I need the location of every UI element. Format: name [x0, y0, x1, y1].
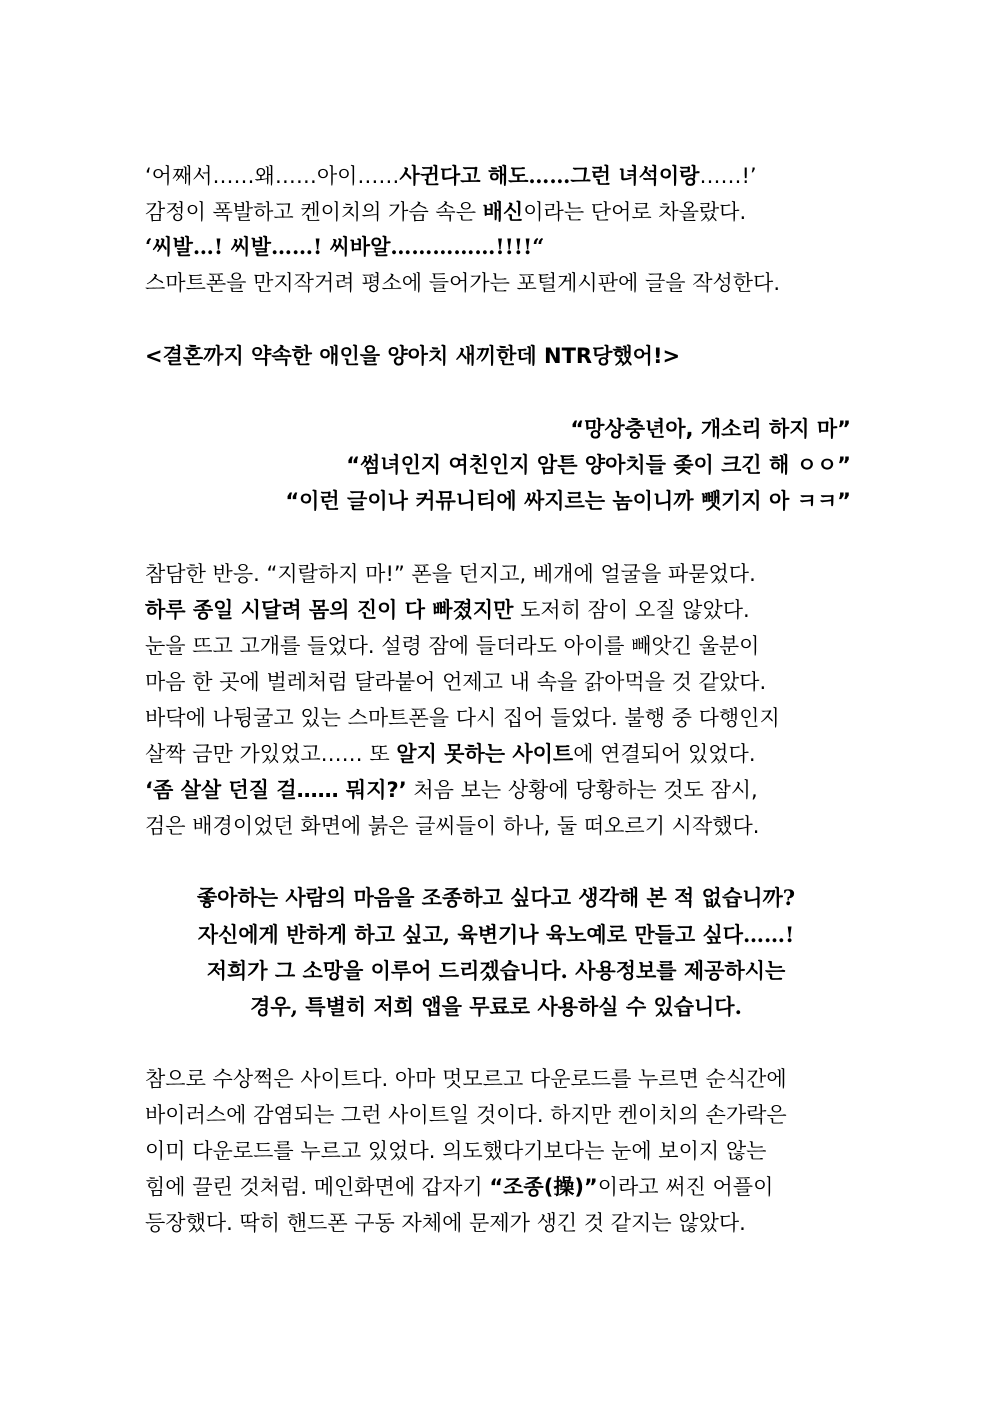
site-message-line: 경우, 특별히 저희 앱을 무료로 사용하실 수 있습니다.	[250, 994, 742, 1019]
emphasis-text: “조종(操)”	[489, 1175, 598, 1199]
text-line	[145, 736, 853, 772]
text-line	[145, 1169, 853, 1205]
site-message-line: 저희가 그 소망을 이루어 드리겠습니다. 사용정보를 제공하시는	[206, 958, 786, 983]
comment: “망상충년아, 개소리 하지 마”	[570, 417, 851, 441]
comment: “썸녀인지 여친인지 암튼 양아치들 좆이 크긴 해 ㅇㅇ”	[346, 453, 851, 477]
text-span: 이라고 써진 어플이	[597, 1175, 774, 1199]
text-line: 마음 한 곳에 벌레처럼 달라붙어 언제고 내 속을 갉아먹을 것 같았다.	[145, 670, 767, 694]
text-line: 검은 배경이었던 화면에 붉은 글씨들이 하나, 둘 떠오르기 시작했다.	[145, 814, 760, 838]
emphasis-text: 사귄다고 해도……그런 녀석이랑	[399, 163, 700, 188]
post-title: <결혼까지 약속한 애인을 양아치 새끼한데 NTR당했어!>	[145, 344, 681, 368]
text-line: 이미 다운로드를 누르고 있었다. 의도했다기보다는 눈에 보이지 않는	[145, 1139, 767, 1163]
comment: “이런 글이나 커뮤니티에 싸지르는 놈이니까 뺏기지 아 ㅋㅋ”	[285, 489, 851, 513]
text-span: ‘어째서……왜……아이……	[145, 164, 400, 188]
text-line: 참담한 반응. “지랄하지 마!” 폰을 던지고, 베개에 얼굴을 파묻었다.	[145, 562, 756, 586]
text-line	[145, 158, 853, 194]
text-span: 에 연결되어 있었다.	[573, 742, 756, 766]
text-line: 눈을 뜨고 고개를 들었다. 설령 잠에 들더라도 아이를 빼앗긴 울분이	[145, 634, 760, 658]
text-line: 바이러스에 감염되는 그런 사이트일 것이다. 하지만 켄이치의 손가락은	[145, 1103, 787, 1127]
text-span: 살짝 금만 가있었고…… 또	[145, 742, 397, 766]
text-span: ……!’	[699, 164, 757, 188]
text-line: 참으로 수상쩍은 사이트다. 아마 멋모르고 다운로드를 누르면 순식간에	[145, 1067, 787, 1091]
text-span: 처음 보는 상황에 당황하는 것도 잠시,	[406, 778, 758, 802]
emphasis-text: ‘좀 살살 던질 걸…… 뭐지?’	[145, 778, 407, 802]
text-span: 힘에 끌린 것처럼. 메인화면에 갑자기	[145, 1175, 490, 1199]
text-span: 도저히 잠이 오질 않았다.	[513, 598, 750, 622]
text-line: 바닥에 나뒹굴고 있는 스마트폰을 다시 집어 들었다. 불행 중 다행인지	[145, 706, 780, 730]
emphasis-text: 하루 종일 시달려 몸의 진이 다 빠졌지만	[145, 598, 514, 622]
text-span: 이라는 단어로 차올랐다.	[523, 200, 747, 224]
text-line	[145, 194, 853, 230]
text-line: 등장했다. 딱히 핸드폰 구동 자체에 문제가 생긴 것 같지는 않았다.	[145, 1211, 746, 1235]
site-message-line: 자신에게 반하게 하고 싶고, 육변기나 육노예로 만들고 싶다……!	[197, 922, 795, 947]
text-line	[145, 592, 853, 628]
emphasis-text: 알지 못하는 사이트	[396, 741, 574, 766]
emphasis-text: 배신	[482, 200, 524, 224]
shout-line: ‘씨발…! 씨발……! 씨바알……………!!!!“	[145, 234, 545, 259]
site-message-line: 좋아하는 사람의 마음을 조종하고 싶다고 생각해 본 적 없습니까?	[196, 885, 796, 910]
text-line: 스마트폰을 만지작거려 평소에 들어가는 포털게시판에 글을 작성한다.	[145, 271, 781, 295]
text-line	[145, 772, 853, 808]
text-span: 감정이 폭발하고 켄이치의 가슴 속은	[145, 200, 483, 224]
